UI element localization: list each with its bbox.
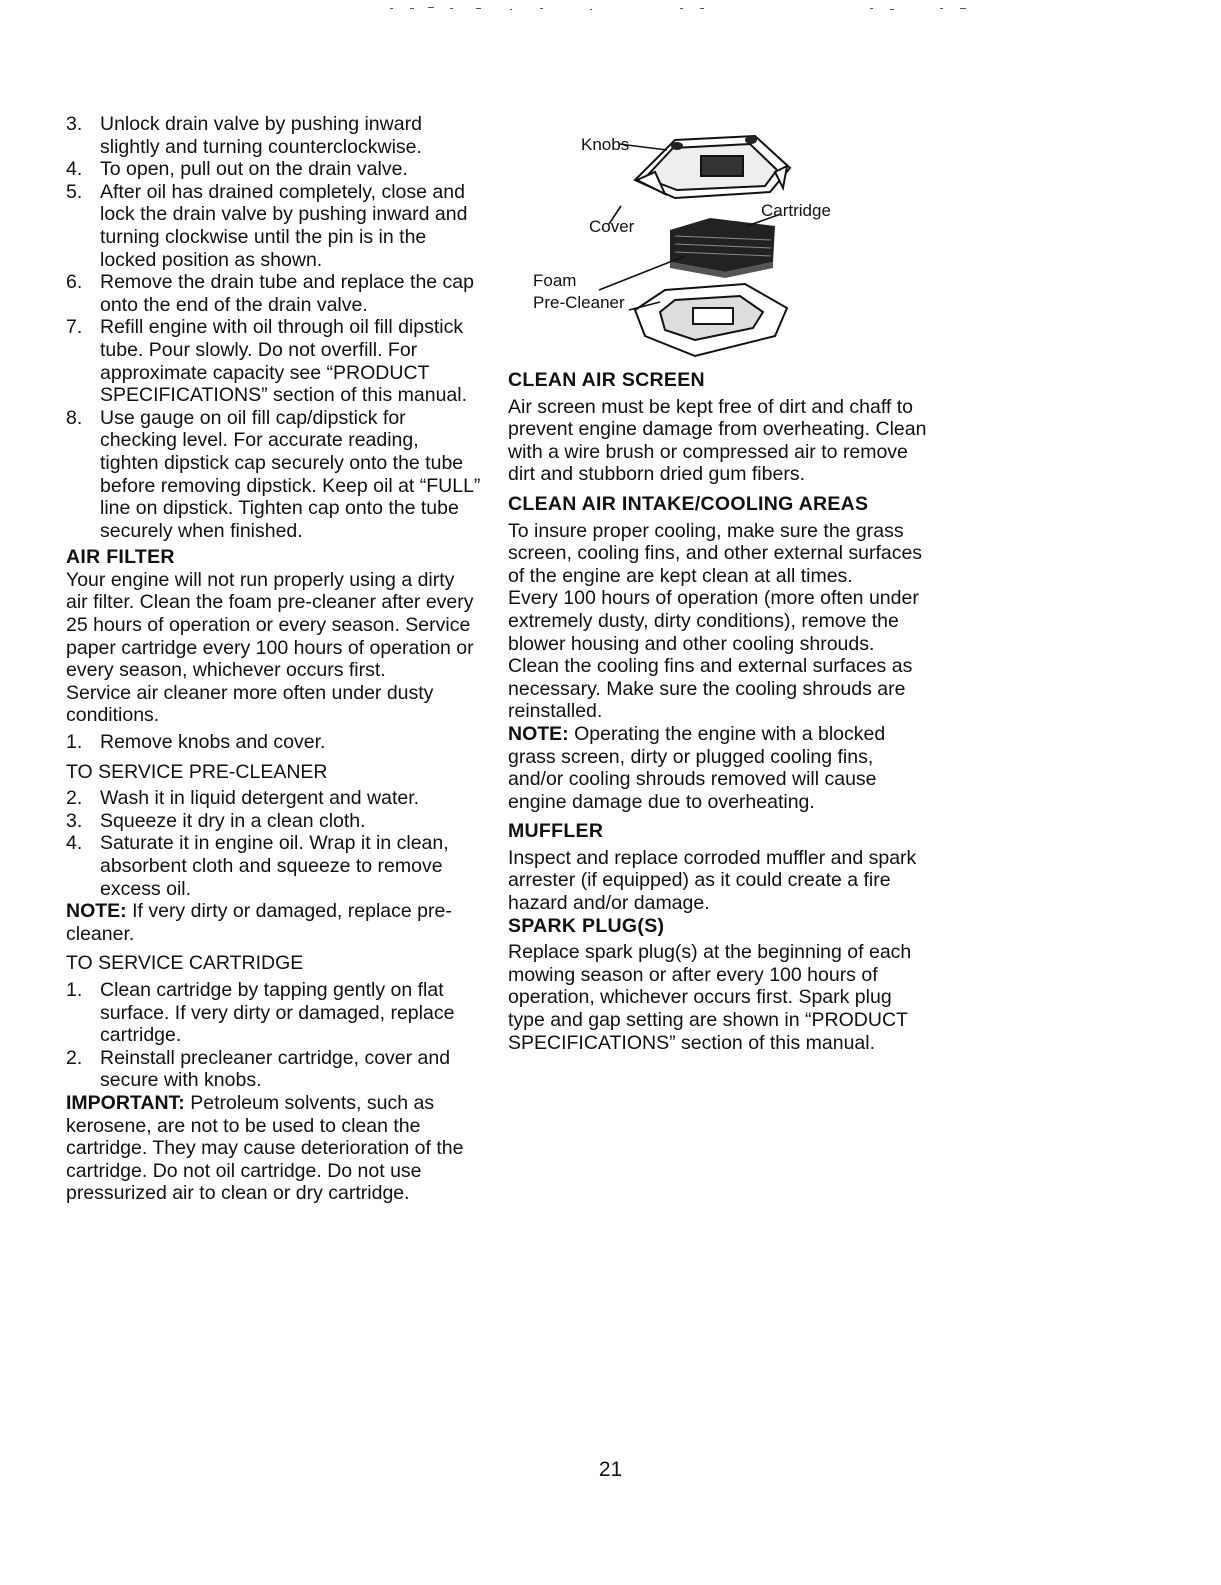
cover-label: Cover: [589, 217, 635, 236]
page-number: 21: [598, 1458, 623, 1481]
spark-plug-heading: SPARK PLUG(S): [508, 914, 665, 937]
important-label: IMPORTANT:: [66, 1091, 185, 1114]
foam-label: Foam: [533, 271, 577, 290]
muffler-paragraph: Inspect and replace corroded muffler and spark arrester (if equipped) as it could create a fire hazard and/or damage.: [508, 846, 917, 915]
cartridge-steps: [66, 979, 481, 1092]
pre-cleaner-steps: [66, 787, 481, 900]
list-item: 5. After oil has drained completely, close and lock the drain valve by pushing inward and turning clockwise until the pin is in the locked position as shown.: [66, 180, 468, 271]
air-filter-heading: AIR FILTER: [66, 546, 175, 569]
list-item: 2. Reinstall precleaner cartridge, cover and secure with knobs.: [66, 1046, 451, 1092]
important-note: [66, 1092, 481, 1205]
right-column: [508, 369, 928, 1054]
note-text: Operating the engine with a blocked grass screen, dirty or plugged cooling fins, and/or cooling shrouds removed will cause engine damage due to overheating.: [508, 722, 886, 813]
scan-artifact: [380, 6, 980, 12]
list-item: 1. Remove knobs and cover.: [66, 731, 326, 754]
pre-cleaner-note: [66, 900, 481, 945]
list-item: 3. Unlock drain valve by pushing inward slightly and turning counterclockwise.: [66, 113, 422, 158]
muffler-heading: MUFFLER: [508, 820, 604, 843]
list-item: 4. To open, pull out on the drain valve.: [66, 158, 408, 181]
air-filter-paragraph: Your engine will not run properly using a dirty air filter. Clean the foam pre-cleaner after every 25 hours of operation or every season. Service paper cartridge every 100 hours of operation or every season, whichever occurs first.: [66, 568, 474, 682]
cooling-note: [508, 723, 928, 813]
list-item: 1. Clean cartridge by tapping gently on flat surface. If very dirty or damaged, replace cartridge.: [66, 978, 455, 1047]
remove-cover-step: [66, 731, 481, 754]
clean-air-screen-heading: CLEAN AIR SCREEN: [508, 369, 705, 391]
cooling-areas-paragraph-1: To insure proper cooling, make sure the grass screen, cooling fins, and other external surfaces of the engine are kept clean at all times.: [508, 519, 923, 587]
cartridge-label: Cartridge: [761, 201, 831, 220]
cartridge-heading: TO SERVICE CARTRIDGE: [66, 952, 304, 975]
oil-change-steps: [66, 113, 481, 542]
list-item: 7. Refill engine with oil through oil fill dipstick tube. Pour slowly. Do not overfill. For approximate capacity see “PRODUCT SPECIFICATIONS” section of this manual.: [66, 316, 468, 407]
list-item: 6. Remove the drain tube and replace the cap onto the end of the drain valve.: [66, 271, 474, 316]
knobs-label: Knobs: [581, 135, 630, 154]
list-item: 8. Use gauge on oil fill cap/dipstick for checking level. For accurate reading, tighten dipstick cap securely onto the tube before removing dipstick. Keep oil at “FULL” line on dipstick. Tighten cap onto the tube securely when finished.: [66, 406, 481, 542]
cooling-areas-paragraph-2: Every 100 hours of operation (more often under extremely dusty, dirty conditions), remove the blower housing and other cooling shrouds. Clean the cooling fins and external surfaces as necessary. Make sure the cooling shrouds are reinstalled.: [508, 587, 919, 723]
cooling-areas-heading: CLEAN AIR INTAKE/COOLING AREAS: [508, 492, 869, 515]
cartridge-illustration: [670, 218, 775, 278]
air-filter-exploded-view: [525, 122, 855, 362]
air-filter-diagram: [525, 122, 855, 362]
cover-illustration: [635, 136, 790, 198]
list-item: 4. Saturate it in engine oil. Wrap it in clean, absorbent cloth and squeeze to remove excess oil.: [66, 832, 449, 900]
note-label: NOTE:: [508, 722, 569, 745]
list-item: 3. Squeeze it dry in a clean cloth.: [66, 809, 366, 832]
note-label: NOTE:: [66, 900, 127, 923]
spark-plug-paragraph: Replace spark plug(s) at the beginning of each mowing season or after every 100 hours of operation, whichever occurs first. Spark plug type and gap setting are shown in “PRODUCT SPECIFICATIONS” section of this manual.: [508, 941, 912, 1054]
clean-air-screen-paragraph: Air screen must be kept free of dirt and chaff to prevent engine damage from overheating. Clean with a wire brush or compressed air to remove dirt and stubborn dried gum fibers.: [508, 395, 927, 486]
important-text: Petroleum solvents, such as kerosene, are not to be used to clean the cartridge. They may cause deterioration of the cartridge. Do not oil cartridge. Do not use pressurized air to clean or dry cartridge.: [66, 1091, 464, 1205]
pre-cleaner-label: Pre-Cleaner: [533, 293, 625, 312]
list-item: 2. Wash it in liquid detergent and water.: [66, 787, 420, 810]
note-text: If very dirty or damaged, replace pre-cleaner.: [66, 900, 452, 945]
air-filter-dusty-paragraph: Service air cleaner more often under dusty conditions.: [66, 681, 434, 727]
left-column: [66, 113, 481, 1205]
pre-cleaner-heading: TO SERVICE PRE-CLEANER: [66, 760, 328, 783]
foam-pre-cleaner-illustration: [635, 284, 787, 356]
